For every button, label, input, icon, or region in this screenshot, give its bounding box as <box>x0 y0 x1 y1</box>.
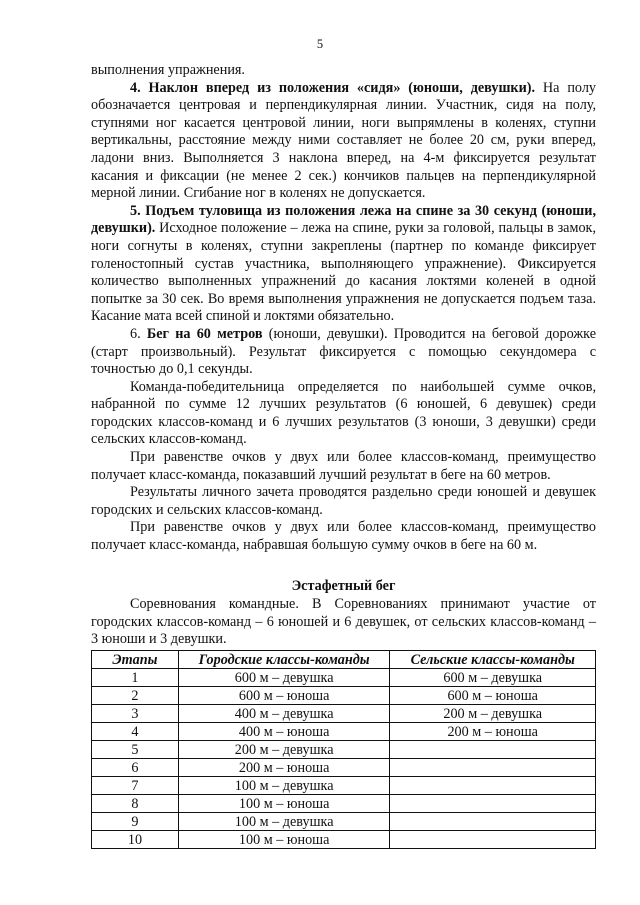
paragraph-tie-rule: При равенстве очков у двух или более классов-команд, преимущество получает класс-команда, показавший лучший результат в беге на 60 метров. <box>91 449 596 483</box>
city-cell: 200 м – юноша <box>178 759 390 777</box>
table-row <box>92 687 596 705</box>
city-cell: 100 м – юноша <box>178 795 390 813</box>
document-body <box>91 62 596 849</box>
city-cell: 400 м – девушка <box>178 705 390 723</box>
rural-cell: 600 м – девушка <box>390 669 596 687</box>
column-header-rural: Сельские классы-команды <box>390 651 596 669</box>
table-header-row <box>92 651 596 669</box>
table-row <box>92 705 596 723</box>
stage-cell: 9 <box>92 813 179 831</box>
column-header-city: Городские классы-команды <box>178 651 390 669</box>
paragraph-sprint-60m <box>91 326 596 379</box>
item-text-forward-bend: На полу обозначается центровая и перпендикулярная линии. Участник, сидя на полу, ступнями ног касается центровой линии, ноги выпрямлены в коленях, ступни вертикальны, расстояние между ними составляет не более 20 см, руки вперед, ладони вниз. Выполняется 3 наклона вперед, на 4-м фиксируется результат касания и фиксации (не менее 2 сек.) кончиков пальцев на перпендикулярной мерной линии. Сгибание ног в коленях не допускается. <box>91 79 597 202</box>
item-number-sprint: 6. <box>130 325 147 342</box>
stage-cell: 10 <box>92 831 179 849</box>
table-row <box>92 741 596 759</box>
city-cell: 400 м – юноша <box>178 723 390 741</box>
rural-cell: 200 м – девушка <box>390 705 596 723</box>
rural-cell <box>390 777 596 795</box>
paragraph-sit-ups <box>91 203 596 326</box>
table-row <box>92 831 596 849</box>
stage-cell: 5 <box>92 741 179 759</box>
stage-cell: 2 <box>92 687 179 705</box>
item-text-sit-ups: Исходное положение – лежа на спине, руки за головой, пальцы в замок, ноги согнуты в коленях, ступни закреплены (партнер по команде фиксирует голеностопный сустав участника, выполняющего упражнение). Фиксируется количество выполненных упражнений до касания локтями коленей в одной попытке за 30 сек. Во время выполнения упражнения не допускается подъем таза. Касание мата всей спиной и локтями обязательно. <box>91 220 596 325</box>
paragraph-individual-results: Результаты личного зачета проводятся раздельно среди юношей и девушек городских и сельских классов-команд. <box>91 484 596 518</box>
city-cell: 200 м – девушка <box>178 741 390 759</box>
table-row <box>92 795 596 813</box>
city-cell: 600 м – девушка <box>178 669 390 687</box>
stage-cell: 1 <box>92 669 179 687</box>
rural-cell: 600 м – юноша <box>390 687 596 705</box>
rural-cell: 200 м – юноша <box>390 723 596 741</box>
city-cell: 100 м – девушка <box>178 777 390 795</box>
rural-cell <box>390 795 596 813</box>
rural-cell <box>390 813 596 831</box>
relay-table <box>91 650 596 849</box>
rural-cell <box>390 741 596 759</box>
column-header-stage: Этапы <box>92 651 179 669</box>
stage-cell: 8 <box>92 795 179 813</box>
item-title-sit-ups: 5. Подъем туловища из положения лежа на спине за 30 секунд (юноши, девушки). <box>91 202 596 237</box>
stage-cell: 4 <box>92 723 179 741</box>
rural-cell <box>390 831 596 849</box>
stage-cell: 7 <box>92 777 179 795</box>
item-text-sprint: (юноши, девушки). Проводится на беговой дорожке (старт произвольный). Результат фиксируется с помощью секундомера с точностью до 0,1 секунды. <box>91 325 597 378</box>
page-number: 5 <box>316 37 324 51</box>
table-row <box>92 777 596 795</box>
section-heading-relay: Эстафетный бег <box>291 577 396 594</box>
city-cell: 100 м – юноша <box>178 831 390 849</box>
table-row <box>92 669 596 687</box>
paragraph-winner: Команда-победительница определяется по наибольшей сумме очков, набранной по сумме 12 лучших результатов (6 юношей, 6 девушек) среди городских классов-команд и 6 лучших результатов (3 юноши, 3 девушки) среди сельских классов-команд. <box>91 378 596 448</box>
table-row <box>92 759 596 777</box>
paragraph-relay-intro: Соревнования командные. В Соревнованиях принимают участие от городских классов-команд – 6 юношей и 6 девушек, от сельских классов-команд – 3 юноши и 3 девушки. <box>91 596 596 648</box>
item-title-forward-bend: 4. Наклон вперед из положения «сидя» (юноши, девушки). <box>130 79 536 96</box>
city-cell: 600 м – юноша <box>178 687 390 705</box>
stage-cell: 3 <box>92 705 179 723</box>
item-title-sprint: Бег на 60 метров <box>146 325 263 342</box>
paragraph-continuation: выполнения упражнения. <box>91 62 245 78</box>
city-cell: 100 м – девушка <box>178 813 390 831</box>
rural-cell <box>390 759 596 777</box>
table-row <box>92 813 596 831</box>
stage-cell: 6 <box>92 759 179 777</box>
table-row <box>92 723 596 741</box>
paragraph-tie-rule-60m: При равенстве очков у двух или более классов-команд, преимущество получает класс-команда, набравшая большую сумму очков в беге на 60 м. <box>91 519 596 554</box>
paragraph-forward-bend <box>91 80 596 203</box>
